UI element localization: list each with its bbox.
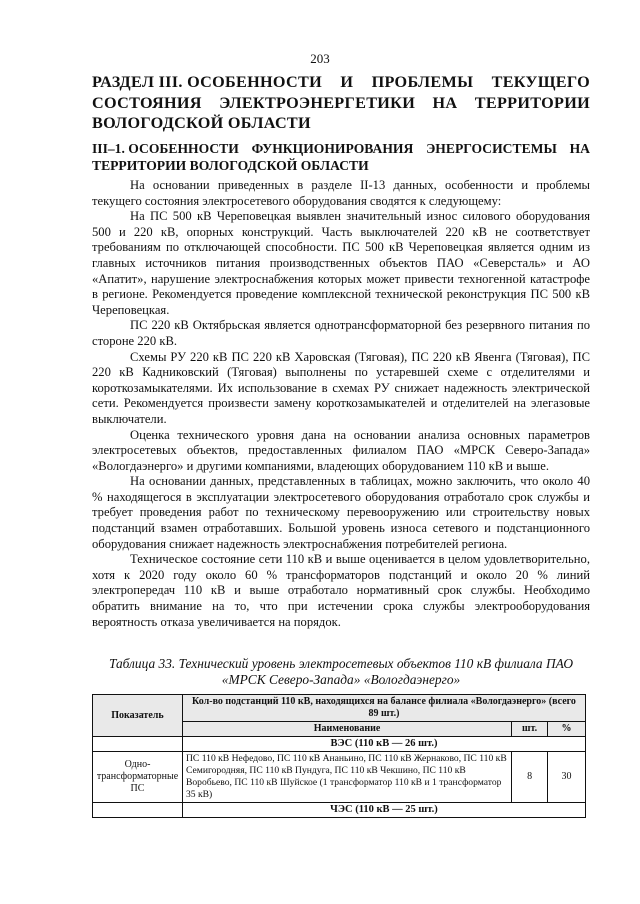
section-title bbox=[92, 72, 590, 134]
section-title-word: ТЕРРИТОРИИ bbox=[474, 93, 590, 112]
header-main: Кол-во подстанций 110 кВ, находящихся на балансе филиала «Вологдаэнерго» (всего 89 шт.) bbox=[182, 695, 585, 722]
header-percent: % bbox=[548, 722, 586, 737]
group-title: ЧЭС (110 кВ — 25 шт.) bbox=[182, 803, 585, 818]
paragraph: ПС 220 кВ Октябрьская является однотрансформаторной без резервного питания по стороне 220 кВ. bbox=[92, 318, 590, 348]
section-title-word: РАЗДЕЛ III. ОСОБЕННОСТИ bbox=[92, 73, 322, 91]
group-row bbox=[93, 737, 586, 752]
subsection-title-word: НА bbox=[569, 141, 590, 156]
subsection-title-word: ФУНКЦИОНИРОВАНИЯ bbox=[251, 141, 414, 156]
page-number: 203 bbox=[310, 51, 330, 66]
section-title-word: И bbox=[340, 73, 354, 91]
table-row bbox=[93, 752, 586, 803]
percent-cell: 30 bbox=[548, 752, 586, 803]
paragraph: Оценка технического уровня дана на основании анализа основных параметров электросетевых объектов, предоставленных филиалом ПАО «МРСК Северо-Запада» «Вологдаэнерго» и другими компаниями, владеющих оборудованием 110 кВ и выше. bbox=[92, 427, 590, 473]
paragraph: Схемы РУ 220 кВ ПС 220 кВ Харовская (Тяговая), ПС 220 кВ Явенга (Тяговая), ПС 220 кВ Кадниковский (Тяговая) выполнены по устаревшей схеме с отделителями и короткозамыкателями. Их использование в схемах РУ снижает надежность электрической сети. Рекомендуется произвести замену короткозамыкателей и отделителей на элегазовые выключатели. bbox=[92, 349, 590, 426]
paragraph: Техническое состояние сети 110 кВ и выше оценивается в целом удовлетворительно, хотя к 2020 году около 60 % трансформаторов подстанций и около 20 % линий электропередач 110 кВ и выше отработало нормативный срок службы. Необходимо обратить внимание на то, что при истечении срока службы электрооборудования вероятность отказа увеличивается на порядок. bbox=[92, 552, 590, 629]
section-title-word: ВОЛОГОДСКОЙ ОБЛАСТИ bbox=[92, 114, 311, 132]
section-title-line bbox=[92, 72, 590, 93]
subsection-title-line bbox=[92, 157, 590, 174]
section-title-line bbox=[92, 93, 590, 114]
indicator-cell: Одно-трансформаторные ПС bbox=[93, 752, 183, 803]
paragraph: На основании данных, представленных в таблицах, можно заключить, что около 40 % находящегося в эксплуатации электросетевого оборудования отработало срок службы и требует проведения работ по техническому перевооружению или строительству новых подстанций взамен отработавших. Большой уровень износа сетевого и подстанционного оборудования снижает надежность электроснабжения потребителей региона. bbox=[92, 474, 590, 551]
table-caption: Таблица 33. Технический уровень электросетевых объектов 110 кВ филиала ПАО «МРСК Северо-Запада» «Вологдаэнерго» bbox=[109, 656, 573, 687]
empty-cell bbox=[93, 737, 183, 752]
section-title-word: НА bbox=[432, 93, 458, 112]
section-title-word: СОСТОЯНИЯ bbox=[92, 93, 202, 112]
subsection-title-word: ТЕРРИТОРИИ ВОЛОГОДСКОЙ ОБЛАСТИ bbox=[92, 158, 369, 173]
header-indicator: Показатель bbox=[93, 695, 183, 737]
subsection-title-word: III–1. ОСОБЕННОСТИ bbox=[92, 141, 239, 156]
header-count: шт. bbox=[512, 722, 548, 737]
paragraph: На основании приведенных в разделе II-13 данных, особенности и проблемы текущего состояния электросетевого оборудования сводятся к следующему: bbox=[92, 178, 590, 208]
body-text bbox=[92, 178, 590, 630]
table-header-row bbox=[93, 695, 586, 722]
count-cell: 8 bbox=[512, 752, 548, 803]
empty-cell bbox=[93, 803, 183, 818]
subsection-title-word: ЭНЕРГОСИСТЕМЫ bbox=[426, 141, 557, 156]
names-cell: ПС 110 кВ Нефедово, ПС 110 кВ Ананьино, ПС 110 кВ Жернаково, ПС 110 кВ Семигородняя, ПС 110 кВ Пундуга, ПС 110 кВ Чекшино, ПС 110 кВ Воробьево, ПС 110 кВ Шуйское (1 трансформатор 110 кВ и 1 трансформатор 35 кВ) bbox=[182, 752, 511, 803]
paragraph: На ПС 500 кВ Череповецкая выявлен значительный износ силового оборудования 500 и 220 кВ, опорных конструкций. Часть выключателей 220 кВ не соответствует требованиям по отключающей способности. ПС 500 кВ Череповецкая является одним из главных источников питания производственных объектов ПАО «Северсталь» и АО «Апатит», нарушение электроснабжения которых может привести техногенной катастрофе в регионе. Рекомендуется проведение комплексной технической реконструкция ПС 500 кВ Череповецкая. bbox=[92, 209, 590, 317]
section-title-word: ПРОБЛЕМЫ bbox=[371, 73, 474, 91]
subsection-title bbox=[92, 140, 590, 174]
technical-level-table bbox=[92, 694, 586, 818]
section-title-word: ЭЛЕКТРОЭНЕРГЕТИКИ bbox=[219, 93, 416, 112]
group-row bbox=[93, 803, 586, 818]
header-name: Наименование bbox=[182, 722, 511, 737]
subsection-title-line bbox=[92, 140, 590, 157]
group-title: ВЭС (110 кВ — 26 шт.) bbox=[182, 737, 585, 752]
section-title-word: ТЕКУЩЕГО bbox=[491, 73, 590, 91]
section-title-line bbox=[92, 113, 590, 134]
